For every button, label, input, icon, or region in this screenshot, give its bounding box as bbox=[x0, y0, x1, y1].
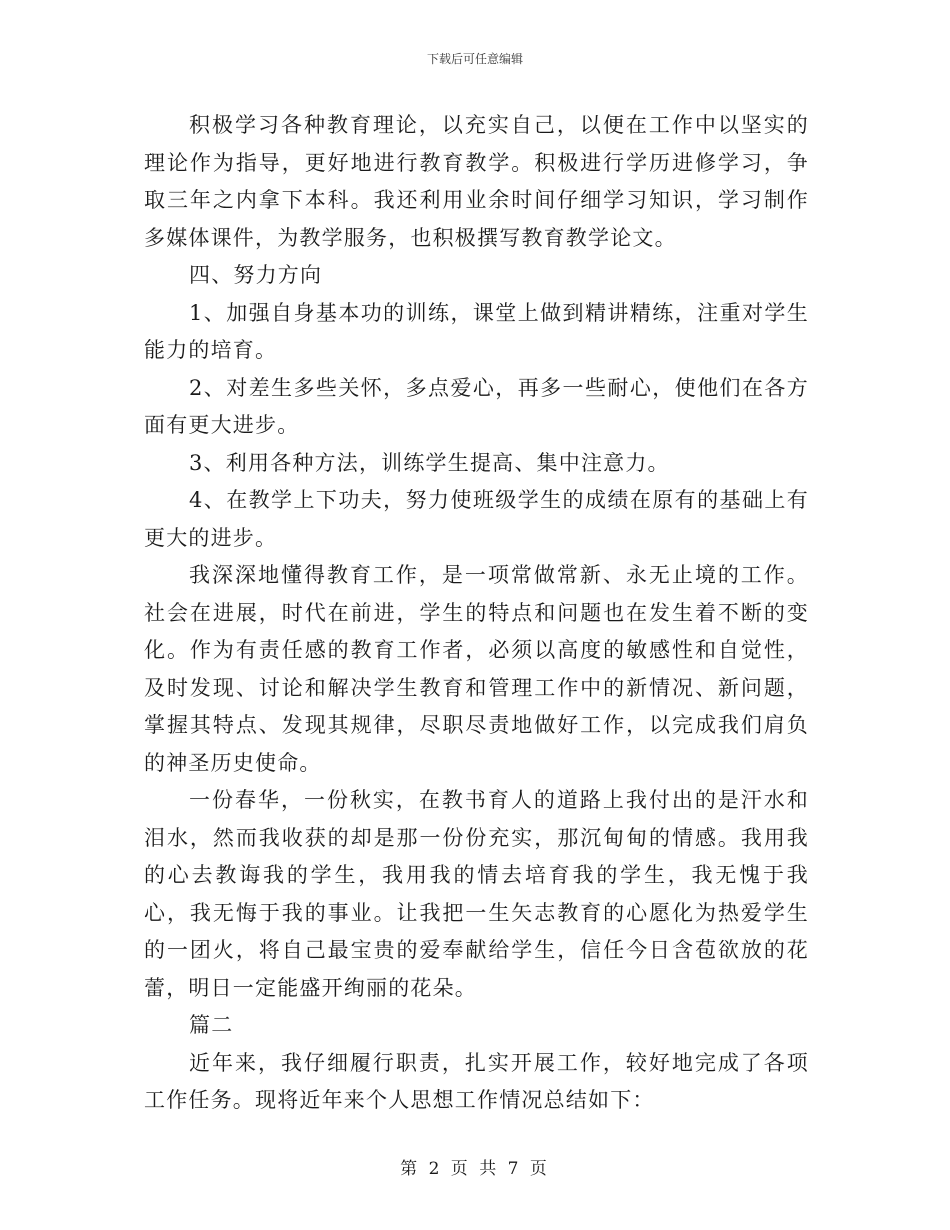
list-item: 2、对差生多些关怀，多点爱心，再多一些耐心，使他们在各方面有更大进步。 bbox=[144, 375, 809, 437]
list-item: 4、在教学上下功夫，努力使班级学生的成绩在原有的基础上有更大的进步。 bbox=[144, 488, 809, 550]
page-header: 下载后可任意编辑 bbox=[426, 52, 523, 66]
paragraph: 一份春华，一份秋实，在教书育人的道路上我付出的是汗水和泪水，然而我收获的却是那一份份充实，那沉甸甸的情感。我用我的心去教诲我的学生，我用我的情去培育我的学生，我无愧于我心，我无悔于我的事业。让我把一生矢志教育的心愿化为热爱学生的一团火，将自己最宝贵的爱奉献给学生，信任今日含苞欲放的花蕾，明日一定能盛开绚丽的花朵。 bbox=[144, 788, 809, 1000]
page-footer: 第 2 页 共 7 页 bbox=[400, 1159, 550, 1179]
section-heading: 篇二 bbox=[189, 1013, 234, 1037]
paragraph: 我深深地懂得教育工作，是一项常做常新、永无止境的工作。社会在进展，时代在前进，学生的特点和问题也在发生着不断的变化。作为有责任感的教育工作者，必须以高度的敏感性和自觉性，及时发现、讨论和解决学生教育和管理工作中的新情况、新问题，掌握其特点、发现其规律，尽职尽责地做好工作，以完成我们肩负的神圣历史使命。 bbox=[144, 563, 809, 775]
document-body bbox=[144, 107, 809, 1120]
list-item: 1、加强自身基本功的训练，课堂上做到精讲精练，注重对学生能力的培育。 bbox=[144, 300, 809, 362]
paragraph: 近年来，我仔细履行职责，扎实开展工作，较好地完成了各项工作任务。现将近年来个人思想工作情况总结如下： bbox=[144, 1050, 809, 1112]
list-item: 3、利用各种方法，训练学生提高、集中注意力。 bbox=[189, 450, 670, 475]
section-heading: 四、努力方向 bbox=[189, 263, 323, 287]
paragraph: 积极学习各种教育理论，以充实自己，以便在工作中以坚实的理论作为指导，更好地进行教育教学。积极进行学历进修学习，争取三年之内拿下本科。我还利用业余时间仔细学习知识，学习制作多媒体课件，为教学服务，也积极撰写教育教学论文。 bbox=[144, 113, 809, 250]
